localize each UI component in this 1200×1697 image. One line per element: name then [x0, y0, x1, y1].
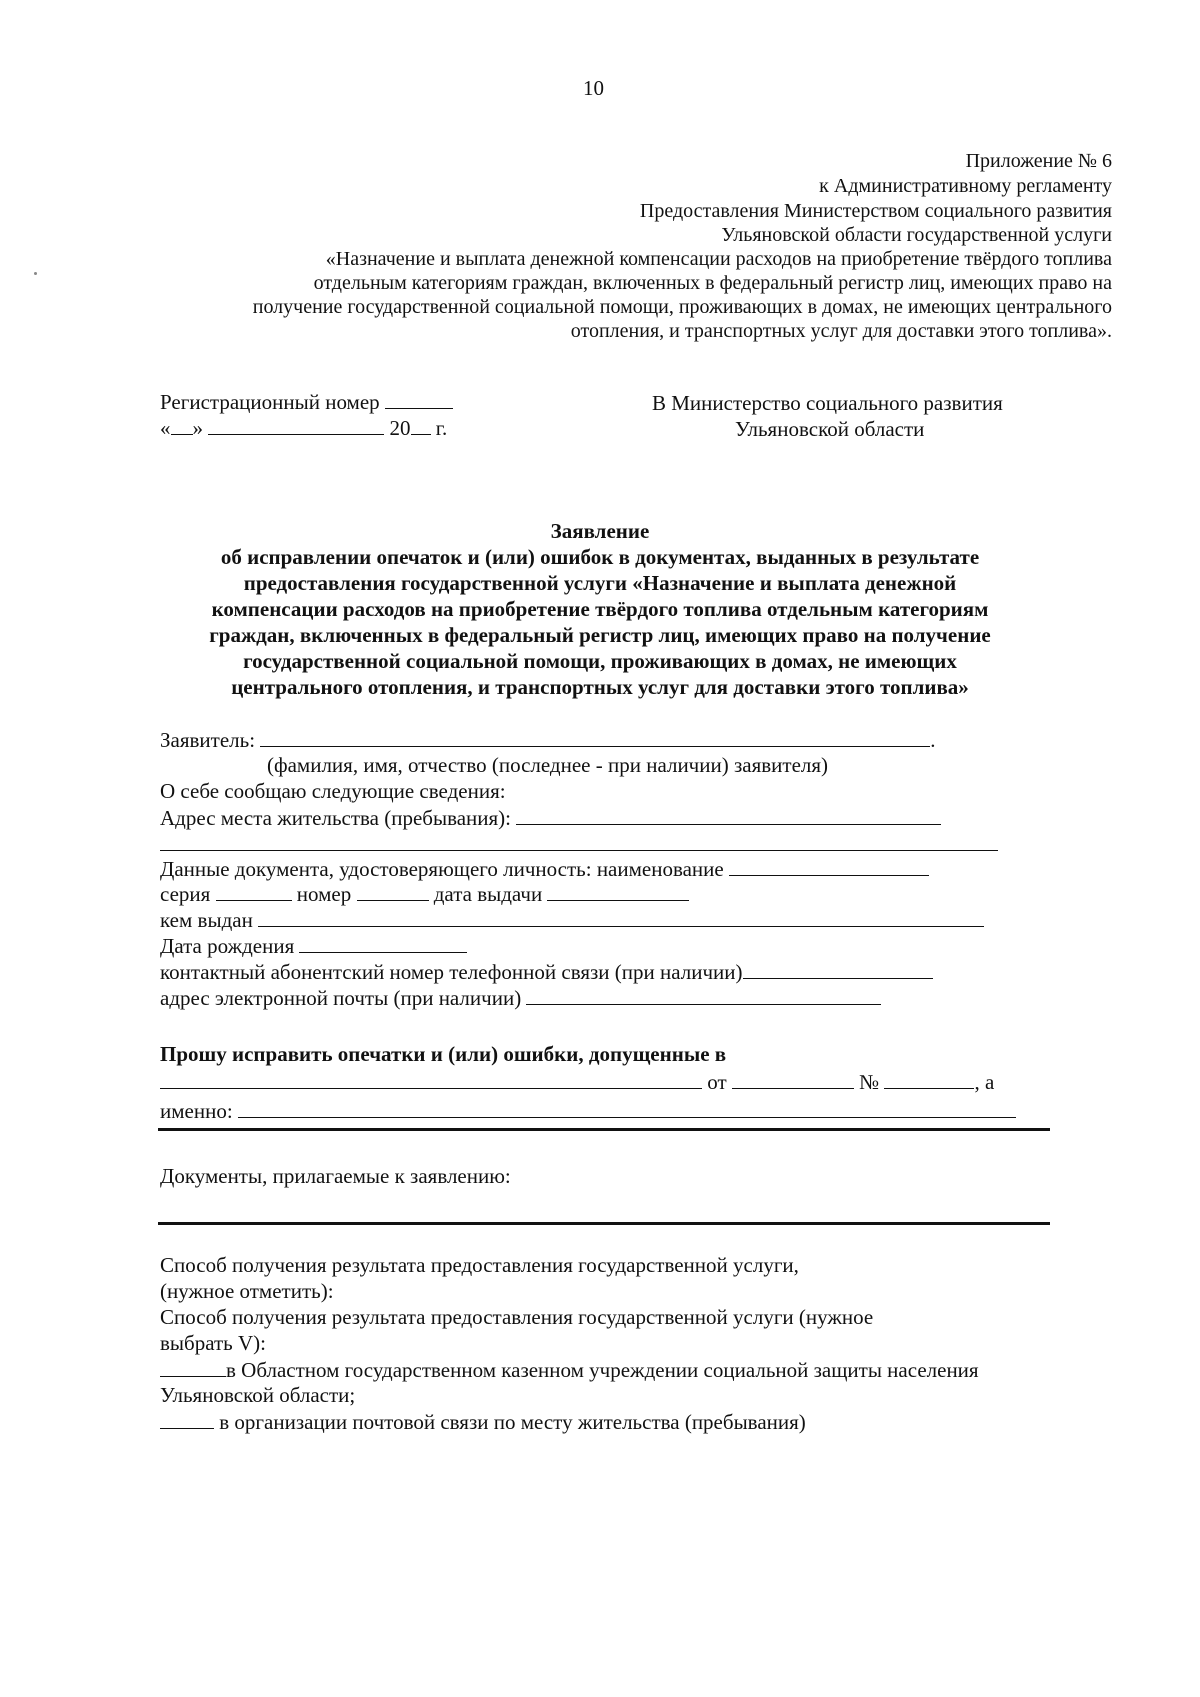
- email-label: адрес электронной почты (при наличии): [160, 986, 522, 1010]
- option-social-institution: [160, 1356, 979, 1384]
- birth-date-label: Дата рождения: [160, 934, 295, 958]
- month-field[interactable]: [208, 414, 384, 435]
- email-row: [160, 984, 881, 1012]
- appendix-line: Предоставления Министерством социального развития: [639, 200, 1112, 222]
- applicant-hint: (фамилия, имя, отчество (последнее - при наличии) заявителя): [267, 753, 829, 777]
- applicant-name-field[interactable]: [260, 726, 930, 747]
- registration-number-label: Регистрационный номер: [160, 390, 380, 414]
- appendix-line: «Назначение и выплата денежной компенсации расходов на приобретение твёрдого топлива: [325, 248, 1112, 270]
- about-self-text: О себе сообщаю следующие сведения:: [160, 779, 506, 803]
- method-text: (нужное отметить):: [160, 1279, 334, 1303]
- address-field[interactable]: [516, 804, 941, 825]
- issued-by-field[interactable]: [258, 906, 984, 927]
- title-line: Заявление: [550, 519, 650, 543]
- applicant-row: [160, 726, 936, 754]
- issued-by-label: кем выдан: [160, 908, 253, 932]
- request-number-label: №: [859, 1070, 880, 1094]
- title-line: граждан, включенных в федеральный регистр лиц, имеющих право на получение: [209, 623, 991, 647]
- registration-number-row: [160, 388, 453, 416]
- phone-row: [160, 958, 933, 986]
- request-document-field[interactable]: [160, 1068, 702, 1089]
- id-document-name-field[interactable]: [729, 855, 929, 876]
- request-heading: Прошу исправить опечатки и (или) ошибки, допущенные в: [160, 1042, 727, 1066]
- series-label: серия: [160, 882, 211, 906]
- appendix-line: отдельным категориям граждан, включенных в федеральный регистр лиц, имеющих право на: [313, 272, 1112, 294]
- request-and-label: , а: [974, 1070, 995, 1094]
- year-field[interactable]: [411, 414, 431, 435]
- series-field[interactable]: [216, 880, 292, 901]
- date-open-quote: «: [160, 416, 171, 440]
- year-prefix: 20: [389, 416, 411, 440]
- title-line: компенсации расходов на приобретение твёрдого топлива отдельным категориям: [211, 597, 989, 621]
- appendix-line: отопления, и транспортных услуг для доставки этого топлива».: [570, 320, 1112, 342]
- recipient-line: Ульяновской области: [735, 417, 925, 441]
- applicant-period: .: [930, 728, 936, 752]
- address-label: Адрес места жительства (пребывания):: [160, 806, 512, 830]
- address-continuation-field[interactable]: [160, 850, 998, 851]
- day-field[interactable]: [171, 414, 193, 435]
- number-field[interactable]: [357, 880, 429, 901]
- option-post-office-checkbox[interactable]: [160, 1408, 214, 1429]
- title-line: об исправлении опечаток и (или) ошибок в документах, выданных в результате: [220, 545, 980, 569]
- phone-label: контактный абонентский номер телефонной связи (при наличии): [160, 960, 743, 984]
- method-text: Способ получения результата предоставления государственной услуги,: [160, 1253, 799, 1277]
- request-number-field[interactable]: [884, 1068, 974, 1089]
- appendix-line: к Административному регламенту: [819, 175, 1112, 197]
- namely-label: именно:: [160, 1099, 233, 1123]
- page-number: 10: [583, 76, 604, 100]
- option-social-institution-label-cont: Ульяновской области;: [160, 1383, 356, 1407]
- option-post-office: [160, 1408, 806, 1436]
- appendix-line: получение государственной социальной помощи, проживающих в домах, не имеющих центрального: [252, 296, 1112, 318]
- date-close-quote: »: [192, 416, 203, 440]
- registration-date-row: [160, 414, 447, 442]
- issue-date-field[interactable]: [547, 880, 689, 901]
- namely-field[interactable]: [238, 1097, 1016, 1118]
- attached-documents-field[interactable]: [158, 1222, 1050, 1225]
- option-social-institution-checkbox[interactable]: [160, 1356, 226, 1377]
- year-suffix: г.: [435, 416, 448, 440]
- method-text: выбрать V):: [160, 1331, 266, 1355]
- issue-date-label: дата выдачи: [433, 882, 543, 906]
- option-post-office-label: в организации почтовой связи по месту жительства (пребывания): [219, 1410, 806, 1434]
- number-label: номер: [296, 882, 352, 906]
- applicant-label: Заявитель:: [160, 728, 256, 752]
- appendix-line: Ульяновской области государственной услуги: [721, 224, 1112, 246]
- namely-continuation-field[interactable]: [158, 1128, 1050, 1131]
- title-line: предоставления государственной услуги «Назначение и выплата денежной: [243, 571, 957, 595]
- option-social-institution-label: в Областном государственном казенном учреждении социальной защиты населения: [226, 1358, 979, 1382]
- request-date-field[interactable]: [732, 1068, 854, 1089]
- attached-documents-label: Документы, прилагаемые к заявлению:: [160, 1164, 511, 1188]
- email-field[interactable]: [526, 984, 881, 1005]
- method-text: Способ получения результата предоставления государственной услуги (нужное: [160, 1305, 874, 1329]
- birth-date-field[interactable]: [299, 932, 467, 953]
- phone-field[interactable]: [743, 958, 933, 979]
- title-line: государственной социальной помощи, проживающих в домах, не имеющих: [243, 649, 957, 673]
- issued-by-row: [160, 906, 984, 934]
- series-number-row: [160, 880, 689, 908]
- registration-number-field[interactable]: [385, 388, 453, 409]
- namely-row: [160, 1097, 1016, 1125]
- scan-speck: [34, 272, 37, 275]
- request-document-row: [160, 1068, 994, 1096]
- title-line: центрального отопления, и транспортных услуг для доставки этого топлива»: [231, 675, 969, 699]
- id-document-row: [160, 855, 929, 883]
- address-row: [160, 804, 941, 832]
- request-from-label: от: [707, 1070, 727, 1094]
- appendix-line: Приложение № 6: [965, 150, 1112, 172]
- id-document-label: Данные документа, удостоверяющего личность: наименование: [160, 857, 724, 881]
- recipient-line: В Министерство социального развития: [652, 391, 1003, 415]
- birth-date-row: [160, 932, 467, 960]
